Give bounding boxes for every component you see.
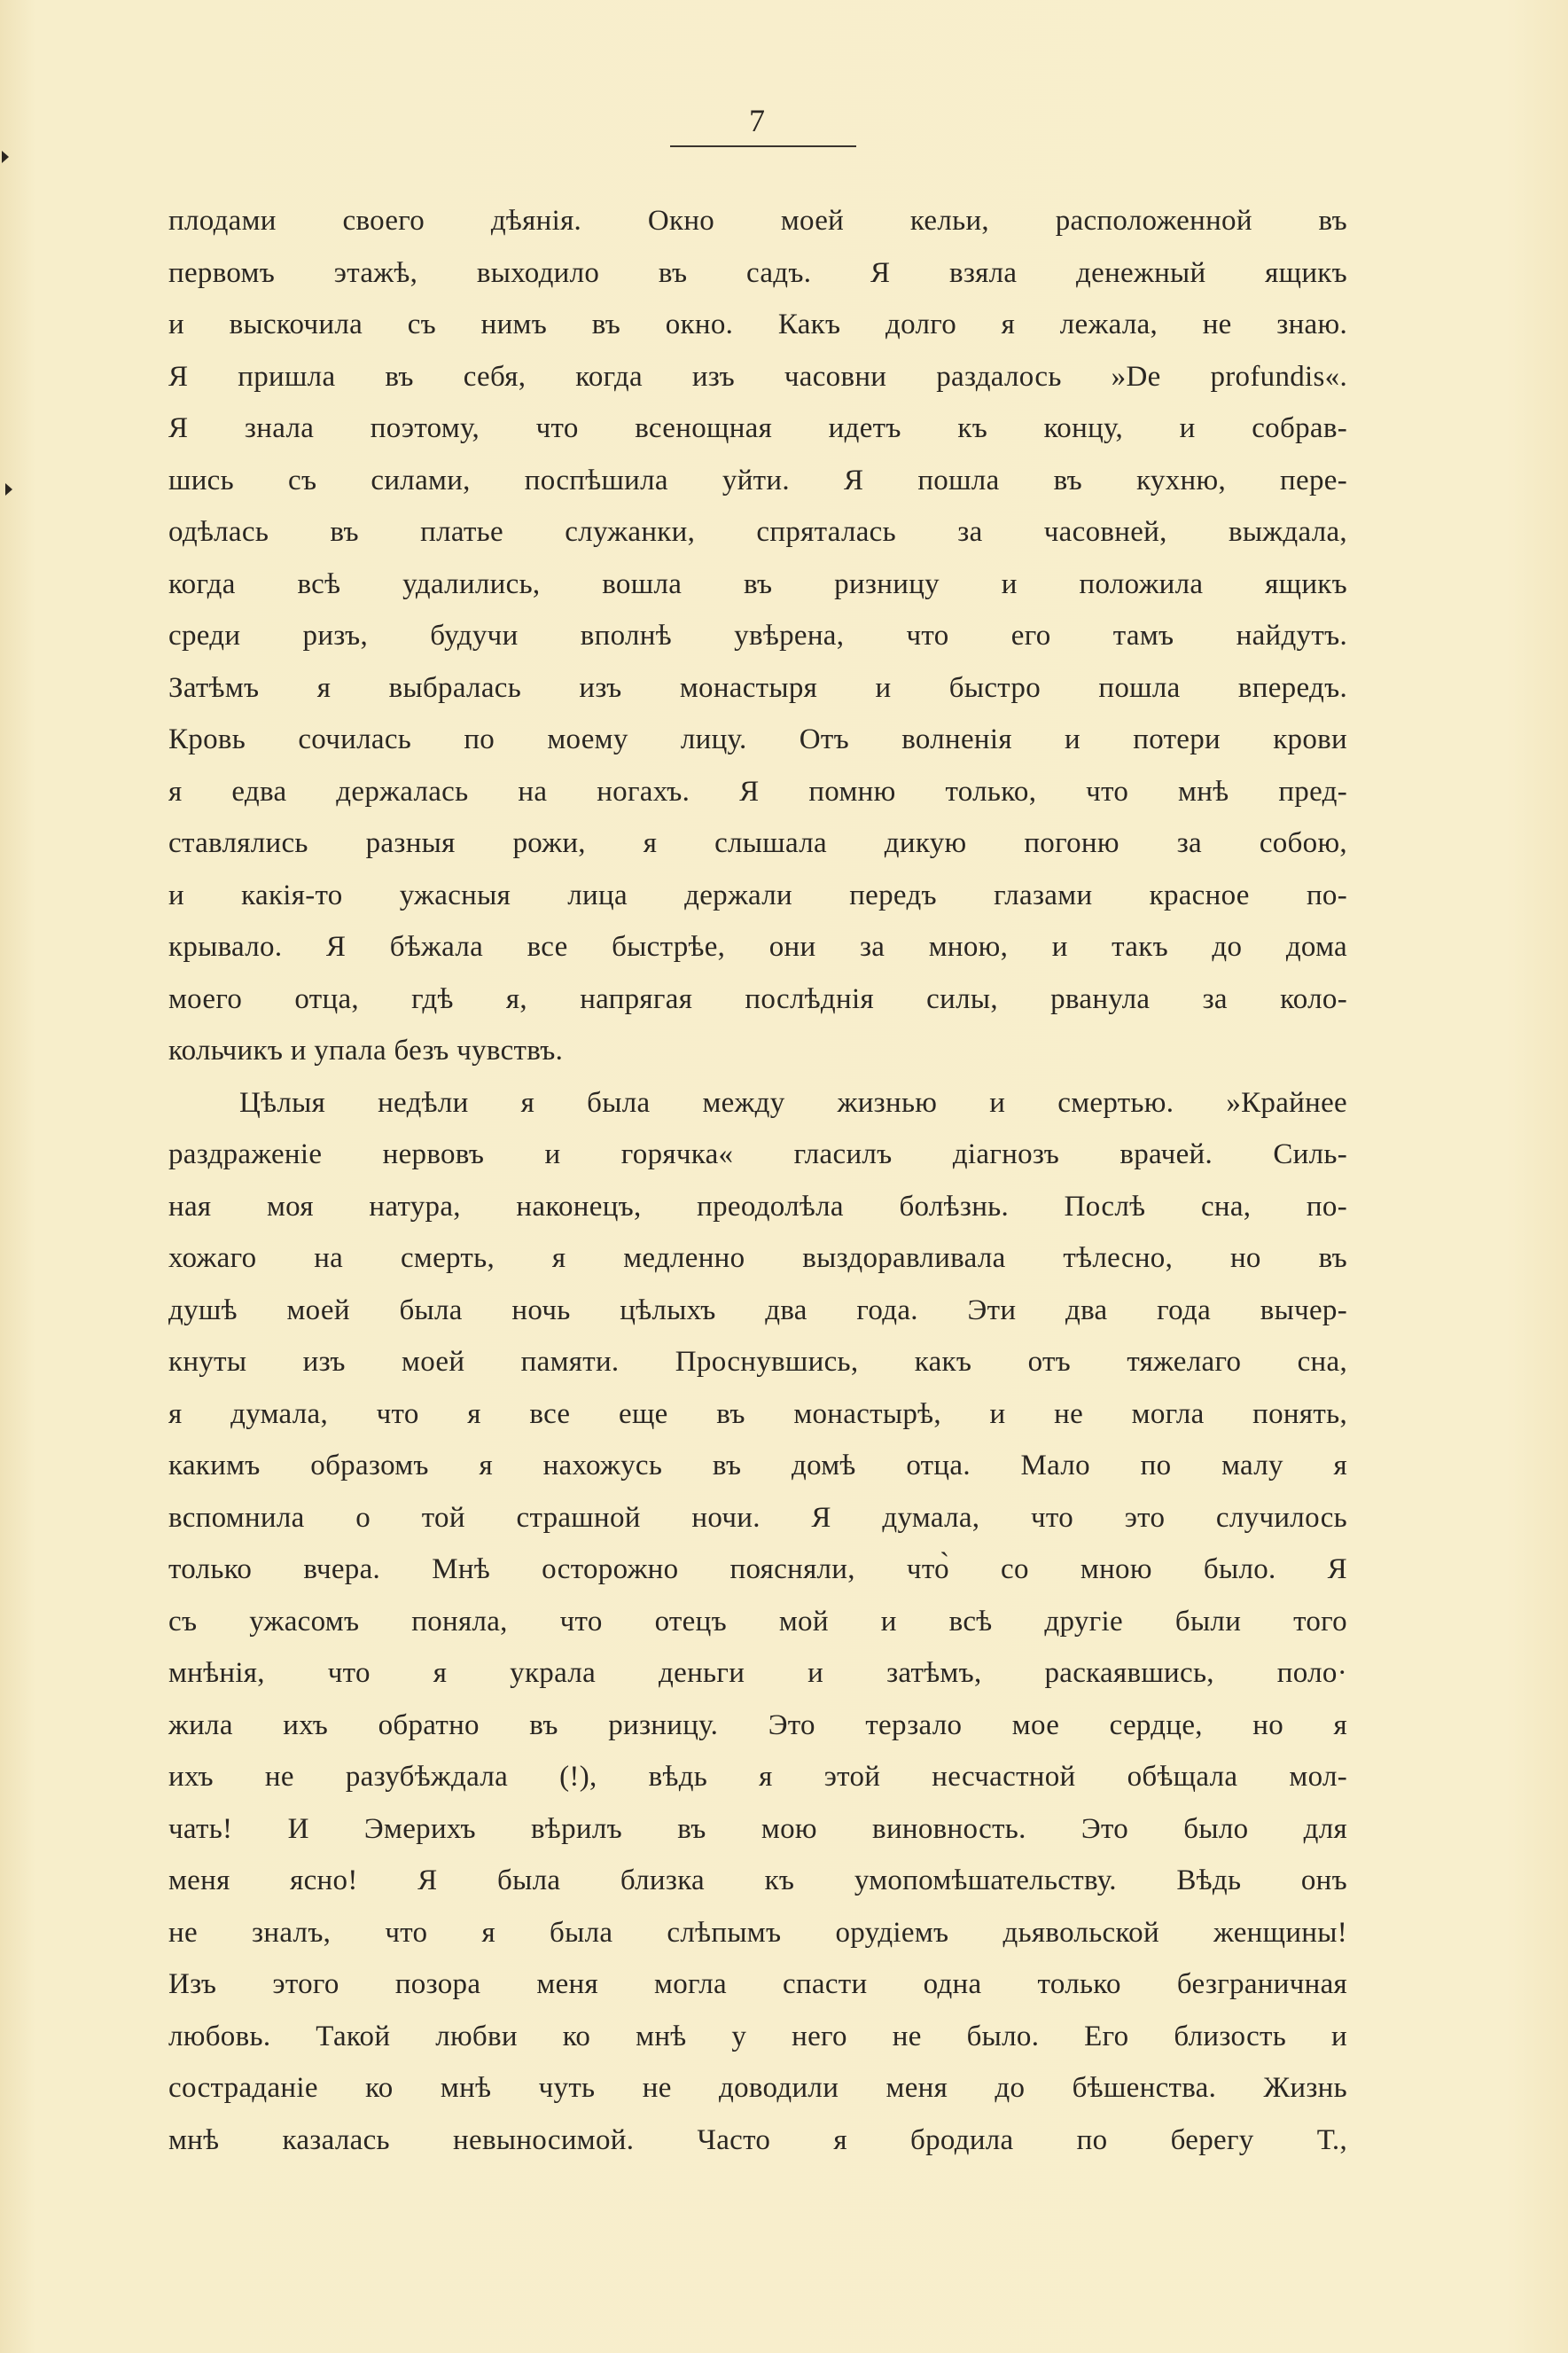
text-line: крывало. Я бѣжала все быстрѣе, они за мною, и такъ до дома <box>168 931 1347 963</box>
text-line: первомъ этажѣ, выходило въ садъ. Я взяла денежный ящикъ <box>168 256 1347 289</box>
text-line: хожаго на смерть, я медленно выздоравливала тѣлесно, но въ <box>168 1242 1347 1274</box>
text-line: какимъ образомъ я нахожусь въ домѣ отца. Мало по малу я <box>168 1450 1347 1481</box>
text-line: я едва держалась на ногахъ. Я помню только, что мнѣ пред- <box>168 775 1347 808</box>
text-line: Затѣмъ я выбралась изъ монастыря и быстро пошла впередъ. <box>168 671 1347 704</box>
text-line: ная моя натура, наконецъ, преодолѣла болѣзнь. Послѣ сна, по- <box>168 1190 1347 1223</box>
text-line: Я пришла въ себя, когда изъ часовни раздалось »De profundis«. <box>168 360 1347 393</box>
text-line: Изъ этого позора меня могла спасти одна только безграничная <box>168 1968 1347 2000</box>
page-number: 7 <box>749 103 765 138</box>
text-line: жила ихъ обратно въ ризницу. Это терзало мое сердце, но я <box>168 1708 1347 1741</box>
text-line: кнуты изъ моей памяти. Проснувшись, какъ отъ тяжелаго сна, <box>168 1346 1347 1378</box>
text-line: чать! И Эмерихъ вѣрилъ въ мою виновность. Это было для <box>168 1812 1347 1845</box>
text-line: Цѣлыя недѣли я была между жизнью и смертью. »Крайнее <box>239 1086 1347 1119</box>
margin-mark-icon <box>2 151 9 163</box>
text-line: душѣ моей была ночь цѣлыхъ два года. Эти два года вычер- <box>168 1294 1347 1326</box>
text-line: раздраженіе нервовъ и горячка« гласилъ діагнозъ врачей. Силь- <box>168 1138 1347 1170</box>
text-line: мнѣ казалась невыносимой. Часто я бродила по берегу Т., <box>168 2123 1347 2156</box>
text-line: шись съ силами, поспѣшила уйти. Я пошла въ кухню, пере- <box>168 464 1347 496</box>
text-line: только вчера. Мнѣ осторожно поясняли, что̀ со мною было. Я <box>168 1553 1347 1585</box>
text-line: съ ужасомъ поняла, что отецъ мой и всѣ другіе были того <box>168 1605 1347 1638</box>
text-line: когда всѣ удалились, вошла въ ризницу и положила ящикъ <box>168 567 1347 600</box>
text-line: и какія-то ужасныя лица держали передъ глазами красное по- <box>168 879 1347 911</box>
text-line: вспомнила о той страшной ночи. Я думала, что это случилось <box>168 1501 1347 1534</box>
body-text <box>168 195 1347 2166</box>
text-line: плодами своего дѣянія. Окно моей кельи, расположенной въ <box>168 205 1347 237</box>
text-line: среди ризъ, будучи вполнѣ увѣрена, что его тамъ найдутъ. <box>168 620 1347 652</box>
text-line: кольчикъ и упала безъ чувствъ. <box>168 1035 564 1067</box>
text-line: меня ясно! Я была близка къ умопомѣшательству. Вѣдь онъ <box>168 1864 1347 1896</box>
margin-mark-icon <box>5 483 12 496</box>
text-line: я думала, что я все еще въ монастырѣ, и не могла понять, <box>168 1397 1347 1430</box>
text-line: моего отца, гдѣ я, напрягая послѣднія силы, рванула за коло- <box>168 982 1347 1015</box>
header-rule <box>670 145 856 147</box>
text-line: не зналъ, что я была слѣпымъ орудіемъ дьявольской женщины! <box>168 1916 1347 1949</box>
text-line: Кровь сочилась по моему лицу. Отъ волненія и потери крови <box>168 723 1347 755</box>
text-line: мнѣнія, что я украла деньги и затѣмъ, раскаявшись, поло· <box>168 1657 1347 1689</box>
text-line: состраданіе ко мнѣ чуть не доводили меня до бѣшенства. Жизнь <box>168 2072 1347 2104</box>
text-line: и выскочила съ нимъ въ окно. Какъ долго я лежала, не знаю. <box>168 309 1347 340</box>
text-line: ставлялись разныя рожи, я слышала дикую погоню за собою, <box>168 827 1347 859</box>
text-line: ихъ не разубѣждала (!), вѣдь я этой несчастной обѣщала мол- <box>168 1761 1347 1793</box>
text-line: Я знала поэтому, что всенощная идетъ къ концу, и собрав- <box>168 412 1347 444</box>
text-line: любовь. Такой любви ко мнѣ у него не было. Его близость и <box>168 2020 1347 2052</box>
text-line: одѣлась въ платье служанки, спряталась за часовней, выждала, <box>168 516 1347 548</box>
